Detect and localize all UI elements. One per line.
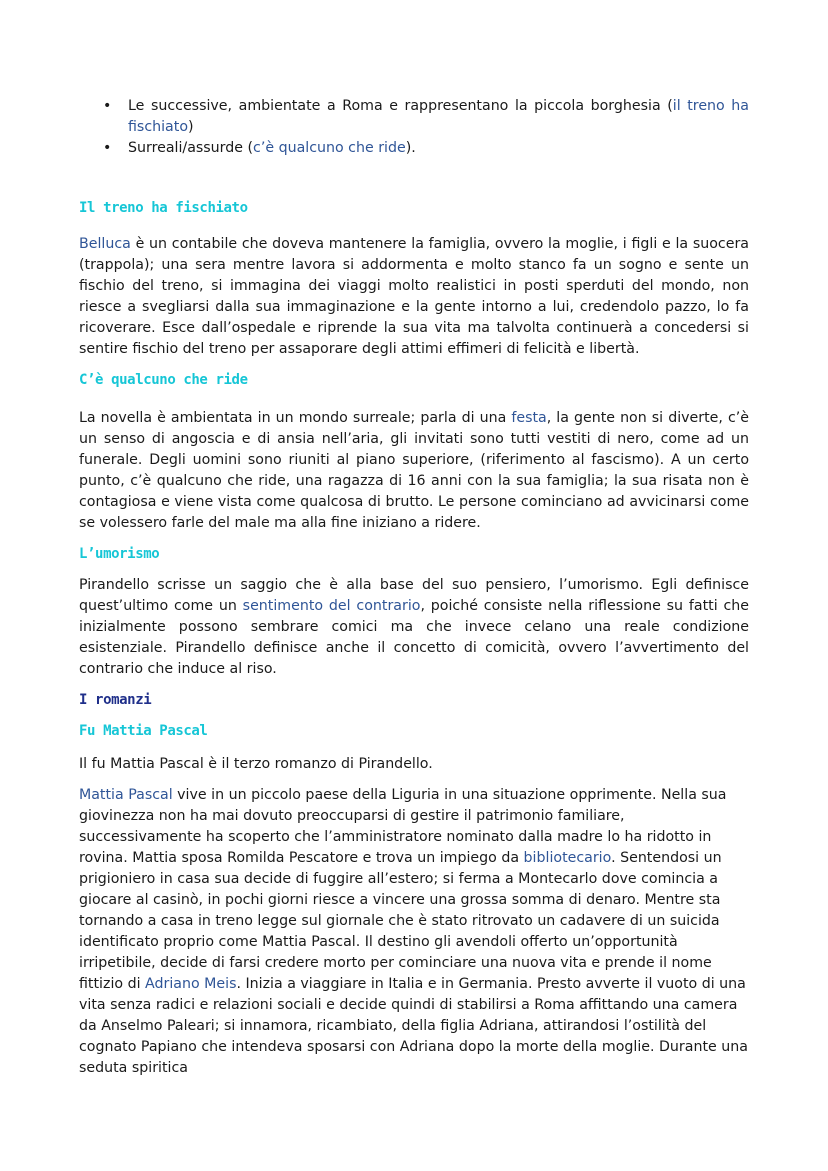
heading-ce-qualcuno-che-ride: C’è qualcuno che ride [79,372,248,388]
paragraph-ride: La novella è ambientata in un mondo surreale; parla di una festa, la gente non si diverte, c’è un senso di angoscia e di ansia nell’aria, gli invitati sono tutti vestiti di nero, come ad un funerale. Degli uomini sono riuniti al piano superiore, (riferimento al fascismo). A un certo punto, c’è qualcuno che ride, una ragazza di 16 anni con la sua famiglia; la sua risata non è contagiosa e viene vista come qualcosa di brutto. Le persone cominciano ad avvicinarsi come se volessero farle del male ma alla fine iniziano a ridere. [79,410,749,531]
heading-fu-mattia-pascal: Fu Mattia Pascal [79,723,208,739]
paragraph-mattia-plot: Mattia Pascal vive in un piccolo paese della Liguria in una situazione opprimente. Nella sua giovinezza non ha mai dovuto preoccuparsi di gestire il patrimonio familiare, successivamente ha scoperto che l’amministratore nominato dalla madre lo ha ridotto in rovina. Mattia sposa Romilda Pescatore e trova un impiego da bibliotecario. Sentendosi un prigioniero in casa sua decide di fuggire all’estero; si ferma a Montecarlo dove comincia a giocare al casinò, in pochi giorni riesce a vincere una grossa somma di denaro. Mentre sta tornando a casa in treno legge sul giornale che è stato ritrovato un cadavere di un suicida identificato proprio come Mattia Pascal. Il destino gli avendoli offerto un’opportunità irripetibile, decide di farsi credere morto per cominciare una nuova vita e prende il nome fittizio di Adriano Meis. Inizia a viaggiare in Italia e in Germania. Presto avverte il vuoto di una vita senza radici e relazioni sociali e decide quindi di stabilirsi a Roma affittando una camera da Anselmo Paleari; si innamora, ricambiato, della figlia Adriana, attirandosi l’ostilità del cognato Papiano che intendeva sposarsi con Adriana dopo la morte della moglie. Durante una seduta spiritica [79,787,748,1076]
heading-i-romanzi: I romanzi [79,692,152,708]
highlighted-term: il treno ha fischiato [128,98,749,135]
highlighted-term: Mattia Pascal [79,787,173,803]
paragraph-treno: Belluca è un contabile che doveva mantenere la famiglia, ovvero la moglie, i figli e la suocera (trappola); una sera mentre lavora si addormenta e molto stanco fa un sogno e sente un fischio del treno, si immagina dei viaggi molto realistici in posti sperduti del mondo, non riesce a svegliarsi dalla sua immaginazione e la gente intorno a lui, credendolo pazzo, lo fa ricoverare. Esce dall’ospedale e riprende la sua vita ma talvolta continuerà a concedersi si sentire fischio del treno per assaporare degli attimi effimeri di felicità e libertà. [79,236,749,357]
heading-lumorismo: L’umorismo [79,546,160,562]
highlighted-term: bibliotecario [523,850,612,866]
highlighted-term: Adriano Meis [145,976,237,992]
highlighted-term: c’è qualcuno che ride [253,140,406,156]
highlighted-term: festa [511,410,547,426]
document-page [79,96,749,1079]
list-item: • Le successive, ambientate a Roma e rappresentano la piccola borghesia (il treno ha fischiato) [103,98,749,135]
paragraph-mattia-intro: Il fu Mattia Pascal è il terzo romanzo di Pirandello. [79,756,433,772]
bullet-icon: • [103,98,112,114]
paragraph-umorismo: Pirandello scrisse un saggio che è alla base del suo pensiero, l’umorismo. Egli definisce quest’ultimo come un sentimento del contrario, poiché consiste nella riflessione su fatti che inizialmente possono sembrare comici ma che invece celano una reale condizione esistenziale. Pirandello definisce anche il concetto di comicità, ovvero l’avvertimento del contrario che induce al riso. [79,577,749,677]
highlighted-term: sentimento del contrario [242,598,421,614]
bullet-icon: • [103,140,112,156]
heading-il-treno-ha-fischiato: Il treno ha fischiato [79,200,248,216]
bullet-list [79,96,749,159]
list-item: • Surreali/assurde (c’è qualcuno che ride). [79,138,749,159]
highlighted-term: Belluca [79,236,131,252]
